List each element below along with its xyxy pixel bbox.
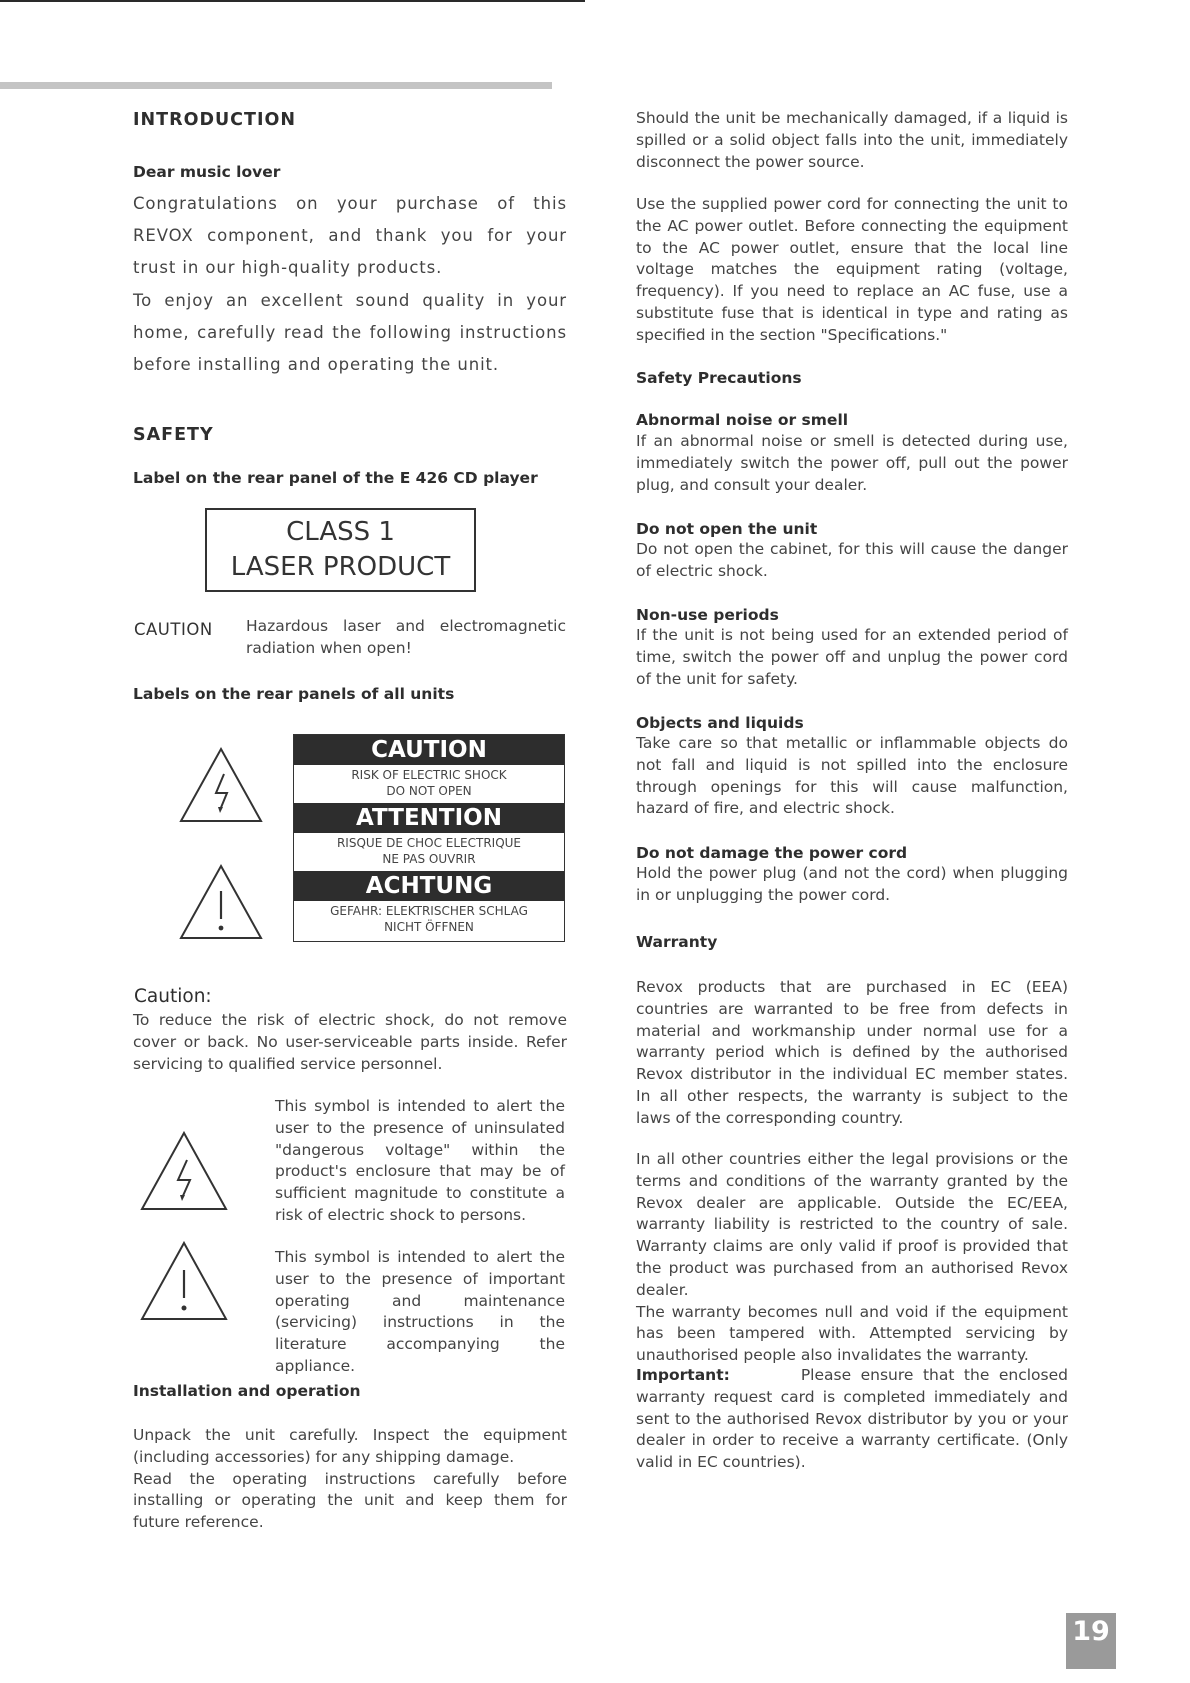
caution-body: To reduce the risk of electric shock, do not remove cover or back. No user-serviceable parts inside. Refer servicing to qualified service personnel. [133,1011,567,1073]
laser-line-2: LASER PRODUCT [230,552,451,582]
laser-class-label [205,508,476,592]
installation-body [133,1425,567,1534]
panel-achtung-header: ACHTUNG [294,871,564,901]
all-units-labels-caption: Labels on the rear panels of all units [133,685,455,703]
power-cord-paragraph: Use the supplied power cord for connecting the unit to the AC power outlet. Before connecting the equipment to the AC power outlet, ensure that the local line voltage matches the equipment rating (voltage, frequency). If you need to replace an AC fuse, use a substitute fuse that is identical in type and rating as specified in the section "Specifications." [636,195,1068,344]
exclamation-triangle-icon [178,863,264,941]
intro-paragraph-1: Congratulations on your purchase of this REVOX component, and thank you for your trust in our high-quality products. [133,194,567,278]
caution-heading: Caution: [134,986,212,1007]
rear-label-caption: Label on the rear panel of the E 426 CD player [133,469,538,487]
panel-achtung-line-1: GEFAHR: ELEKTRISCHER SCHLAG [330,904,528,918]
safety-heading: SAFETY [133,425,214,445]
intro-paragraph-2: To enjoy an excellent sound quality in your home, carefully read the following instructions before installing and operating the unit. [133,290,567,375]
precaution-title-noise: Abnormal noise or smell [636,411,849,429]
intro-body [133,188,567,381]
panel-caution-line-1: RISK OF ELECTRIC SHOCK [351,768,507,782]
installation-heading: Installation and operation [133,1382,361,1400]
panel-caution-line-2: DO NOT OPEN [386,784,472,798]
panel-attention-sub [294,833,564,871]
warranty-heading: Warranty [636,933,718,951]
warranty-text-2: In all other countries either the legal provisions or the terms and conditions of the warranty granted by the Revox dealer are applicable. Outside the EC/EEA, warranty liability is restricted to the country of sale. Warranty claims are only valid if proof is provided that the product was purchased from an authorised Revox dealer. [636,1150,1068,1299]
precaution-title-cord: Do not damage the power cord [636,844,908,862]
warranty-paragraph-1: Revox products that are purchased in EC (EEA) countries are warranted to be free from defects in material and workmanship under normal use for a warranty period which is defined by the authorised Revox distributor in the individual EC member states. In all other respects, the warranty is subject to the laws of the corresponding country. [636,978,1068,1127]
precaution-text-objects: Take care so that metallic or inflammable objects do not fall and liquid is not spilled into the enclosure through openings for this will cause malfunction, hazard of fire, and electric shock. [636,734,1068,818]
page-number: 19 [1072,1616,1110,1647]
precaution-title-objects: Objects and liquids [636,714,804,732]
precaution-text-nonuse: If the unit is not being used for an extended period of time, switch the power off and unplug the power cord of the unit for safety. [636,626,1068,688]
damage-paragraph: Should the unit be mechanically damaged, if a liquid is spilled or a solid object falls into the unit, immediately disconnect the power source. [636,109,1068,171]
intro-greeting: Dear music lover [133,163,281,181]
laser-caution-label: CAUTION [134,620,213,639]
panel-attention-line-2: NE PAS OUVRIR [382,852,476,866]
precaution-title-open: Do not open the unit [636,520,818,538]
important-label: Important: [636,1366,730,1384]
panel-caution-sub [294,765,564,803]
panel-achtung-sub [294,901,564,939]
panel-achtung-line-2: NICHT ÖFFNEN [384,920,474,934]
panel-attention-header: ATTENTION [294,803,564,833]
precautions-heading: Safety Precautions [636,369,802,387]
precaution-title-nonuse: Non-use periods [636,606,779,624]
panel-attention-line-1: RISQUE DE CHOC ELECTRIQUE [336,836,522,850]
important-text: Please ensure that the enclosed warranty request card is completed immediately and sent to the authorised Revox distributor by you or your dealer in order to receive a warranty certificate. (Only valid in EC countries). [636,1366,1068,1472]
precaution-text-open: Do not open the cabinet, for this will cause the danger of electric shock. [636,540,1068,580]
instructions-symbol-text: This symbol is intended to alert the user to the presence of important operating and maintenance (servicing) instructions in the literature accompanying the appliance. [275,1248,565,1375]
lightning-triangle-icon [178,746,264,824]
important-instructions-icon [138,1240,230,1322]
laser-caution-text: Hazardous laser and electromagnetic radiation when open! [246,617,566,657]
warning-label-panel [293,734,565,942]
installation-paragraph-1: Unpack the unit carefully. Inspect the equipment (including accessories) for any shipping damage. [133,1426,567,1466]
panel-caution-header: CAUTION [294,735,564,765]
top-rule [0,0,585,2]
laser-line-1: CLASS 1 [286,517,395,547]
warranty-text-3: The warranty becomes null and void if the equipment has been tampered with. Attempted servicing by unauthorised people also invalidates the warranty. [636,1302,1068,1365]
voltage-symbol-text: This symbol is intended to alert the user to the presence of uninsulated "dangerous voltage" within the product's enclosure that may be of sufficient magnitude to constitute a risk of electric shock to persons. [275,1097,565,1224]
dangerous-voltage-icon [138,1130,230,1212]
header-grey-bar [0,82,552,89]
precaution-text-cord: Hold the power plug (and not the cord) when plugging in or unplugging the power cord. [636,864,1068,904]
installation-paragraph-2: Read the operating instructions carefully before installing or operating the unit and keep them for future reference. [133,1469,567,1532]
intro-heading: INTRODUCTION [133,110,296,130]
important-note [636,1365,1068,1474]
precaution-text-noise: If an abnormal noise or smell is detected during use, immediately switch the power off, pull out the power plug, and consult your dealer. [636,432,1068,494]
warranty-paragraph-2 [636,1149,1068,1367]
